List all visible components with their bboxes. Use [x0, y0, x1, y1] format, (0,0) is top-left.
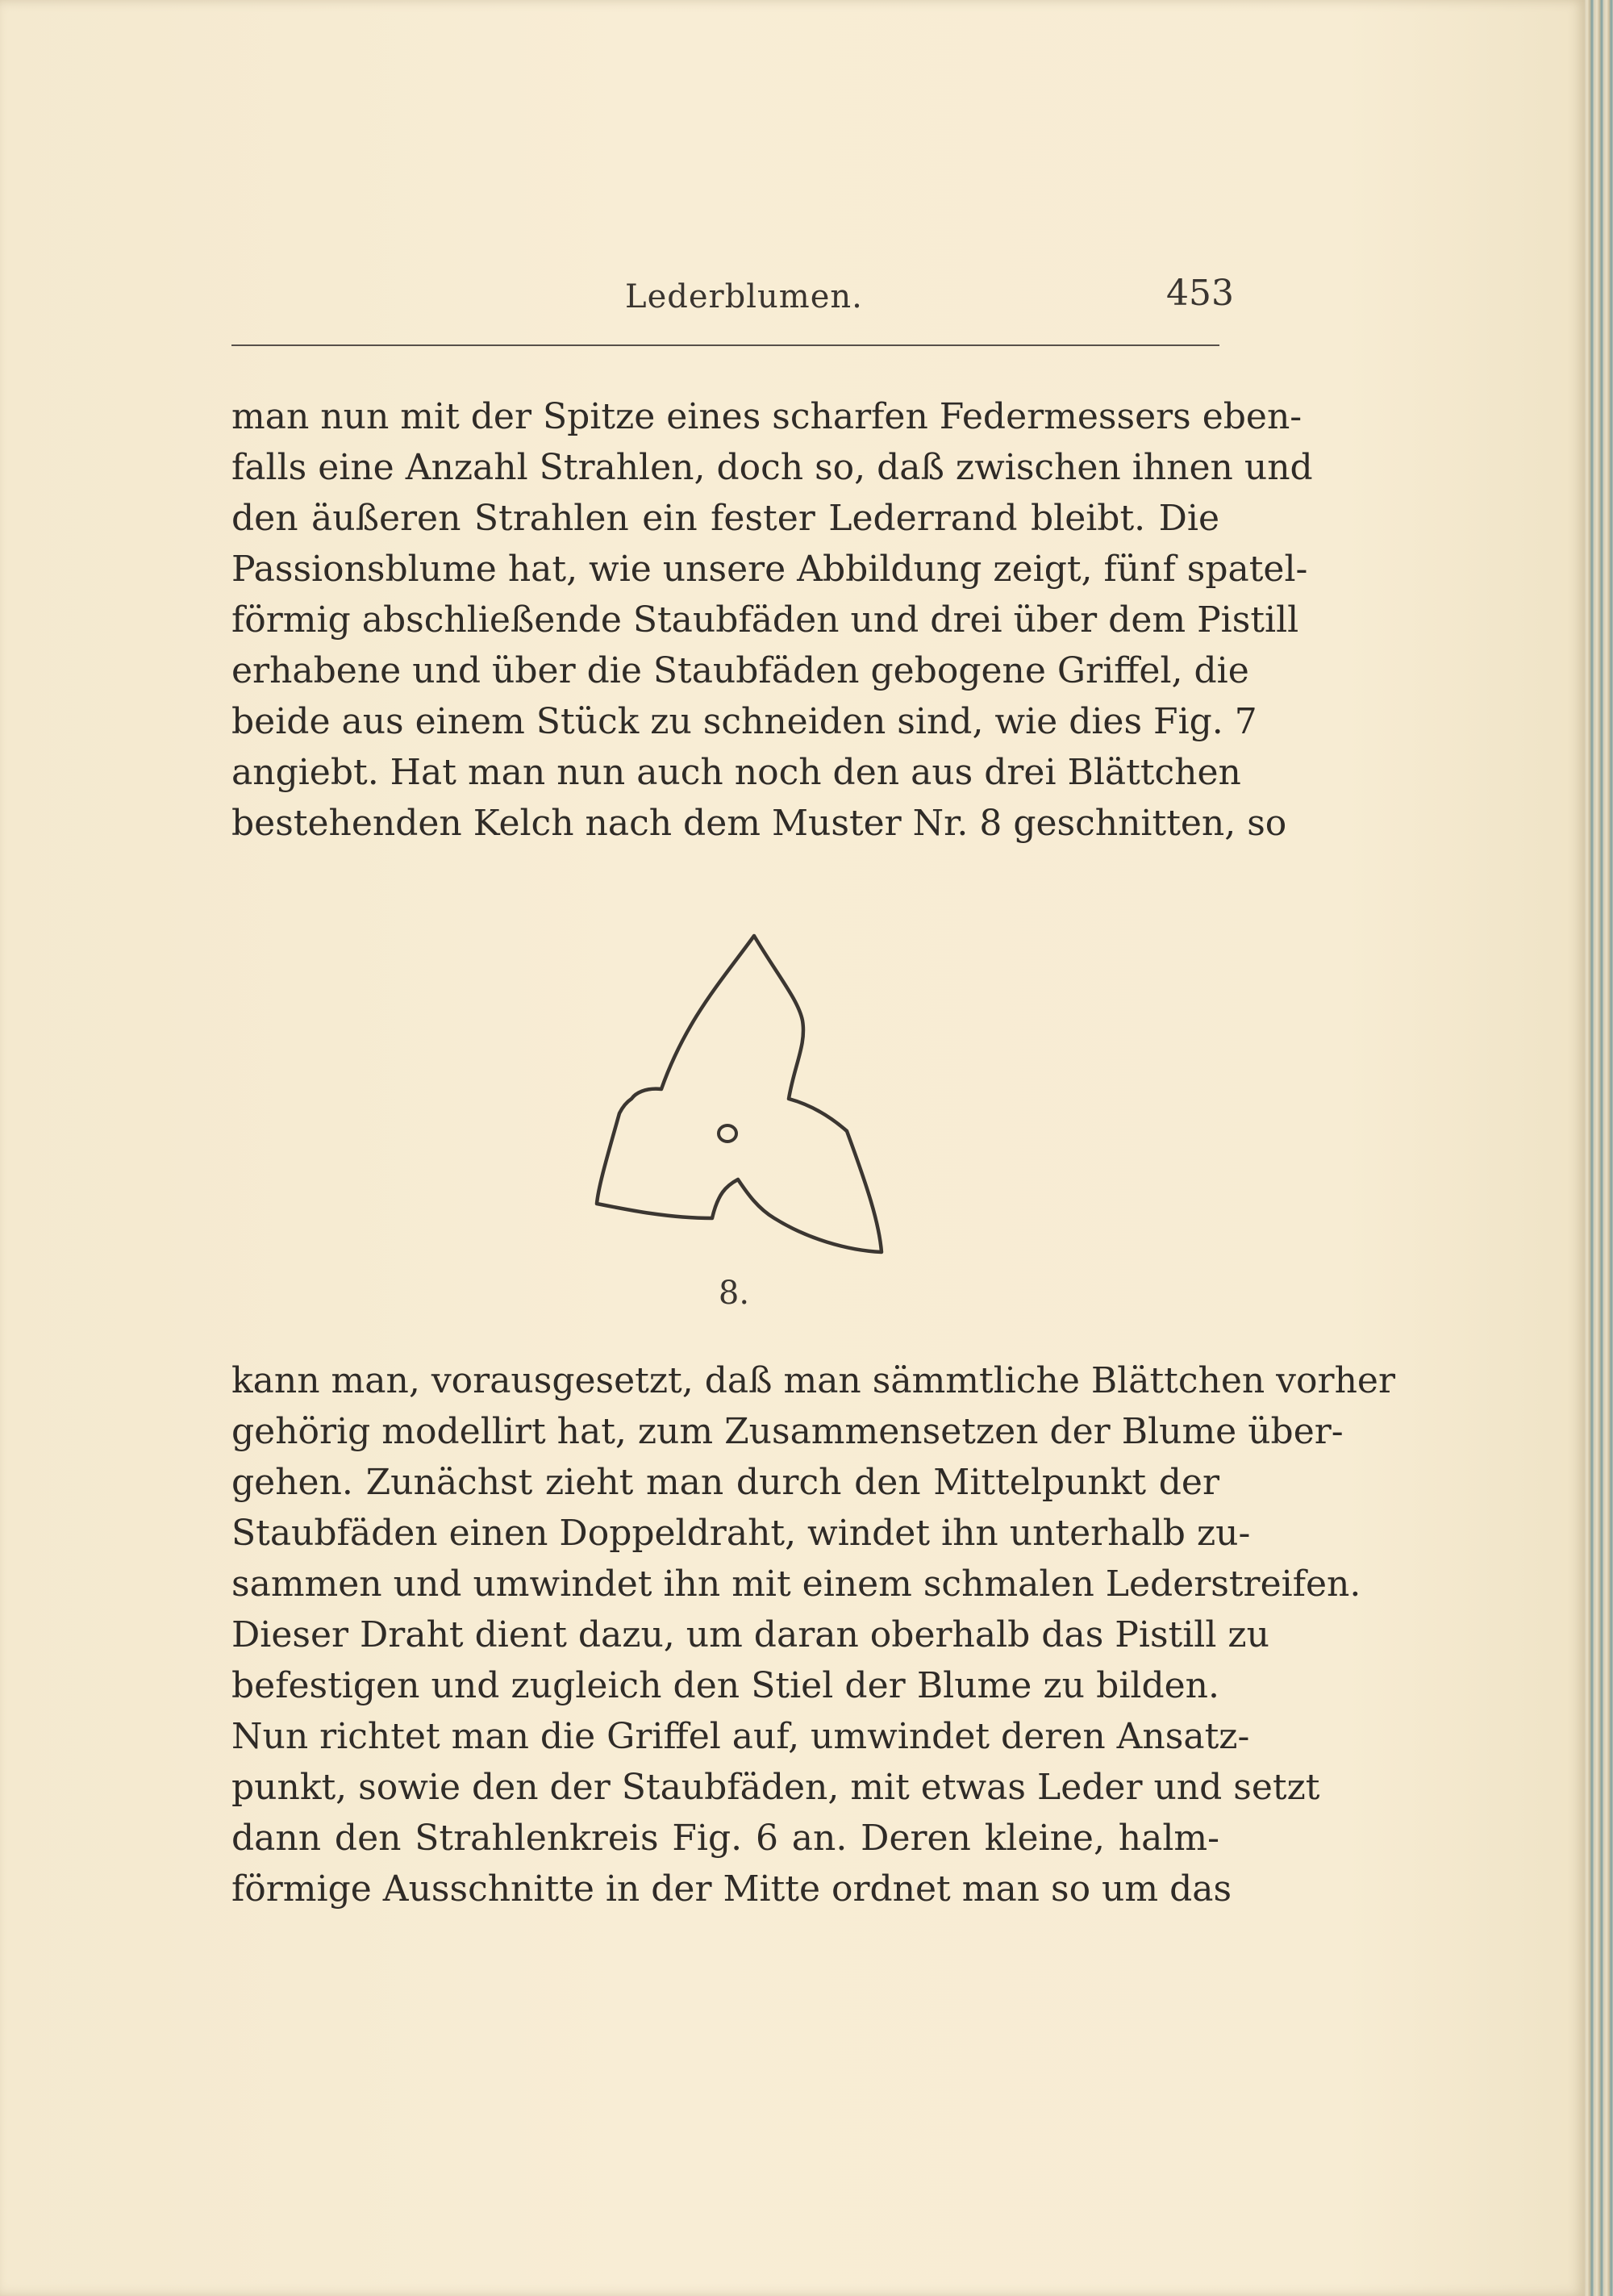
text-line: dann den Strahlenkreis Fig. 6 an. Deren kleine, halm-: [231, 1818, 1219, 1859]
text-line: gehen. Zunächst zieht man durch den Mittelpunkt der: [231, 1462, 1219, 1503]
running-title: Lederblumen.: [625, 278, 863, 315]
calyx-pattern-icon: [548, 920, 911, 1275]
text-line: falls eine Anzahl Strahlen, doch so, daß zwischen ihnen und: [231, 447, 1313, 488]
text-line: erhabene und über die Staubfäden gebogene Griffel, die: [231, 650, 1249, 691]
text-line: Nun richtet man die Griffel auf, umwindet deren Ansatz-: [231, 1716, 1250, 1757]
calyx-outline: [597, 936, 882, 1252]
text-line: bestehenden Kelch nach dem Muster Nr. 8 geschnitten, so: [231, 803, 1287, 844]
figure-label: 8.: [718, 1275, 750, 1312]
text-line: angiebt. Hat man nun auch noch den aus drei Blättchen: [231, 752, 1241, 793]
text-line: beide aus einem Stück zu schneiden sind, wie dies Fig. 7: [231, 701, 1257, 742]
text-line: sammen und umwindet ihn mit einem schmalen Lederstreifen.: [231, 1563, 1361, 1605]
calyx-center-hole: [719, 1125, 736, 1142]
text-line: Passionsblume hat, wie unsere Abbildung zeigt, fünf spatel-: [231, 549, 1308, 590]
page-number: 453: [1166, 273, 1234, 314]
paragraph-top: [231, 391, 1313, 849]
header-rule: [231, 344, 1219, 346]
text-line: förmig abschließende Staubfäden und drei über dem Pistill: [231, 599, 1299, 641]
book-fore-edge: [1585, 0, 1613, 2296]
text-line: man nun mit der Spitze eines scharfen Federmessers eben-: [231, 396, 1302, 437]
text-line: punkt, sowie den der Staubfäden, mit etwas Leder und setzt: [231, 1767, 1320, 1808]
text-line: Dieser Draht dient dazu, um daran oberhalb das Pistill zu: [231, 1614, 1269, 1655]
text-line: kann man, vorausgesetzt, daß man sämmtliche Blättchen vorher: [231, 1360, 1395, 1401]
text-line: befestigen und zugleich den Stiel der Blume zu bilden.: [231, 1665, 1219, 1706]
text-line: förmige Ausschnitte in der Mitte ordnet man so um das: [231, 1868, 1232, 1910]
text-line: den äußeren Strahlen ein fester Lederrand bleibt. Die: [231, 498, 1219, 539]
text-line: gehörig modellirt hat, zum Zusammensetzen der Blume über-: [231, 1411, 1344, 1452]
text-line: Staubfäden einen Doppeldraht, windet ihn unterhalb zu-: [231, 1513, 1251, 1554]
paragraph-bottom: [231, 1355, 1395, 1914]
